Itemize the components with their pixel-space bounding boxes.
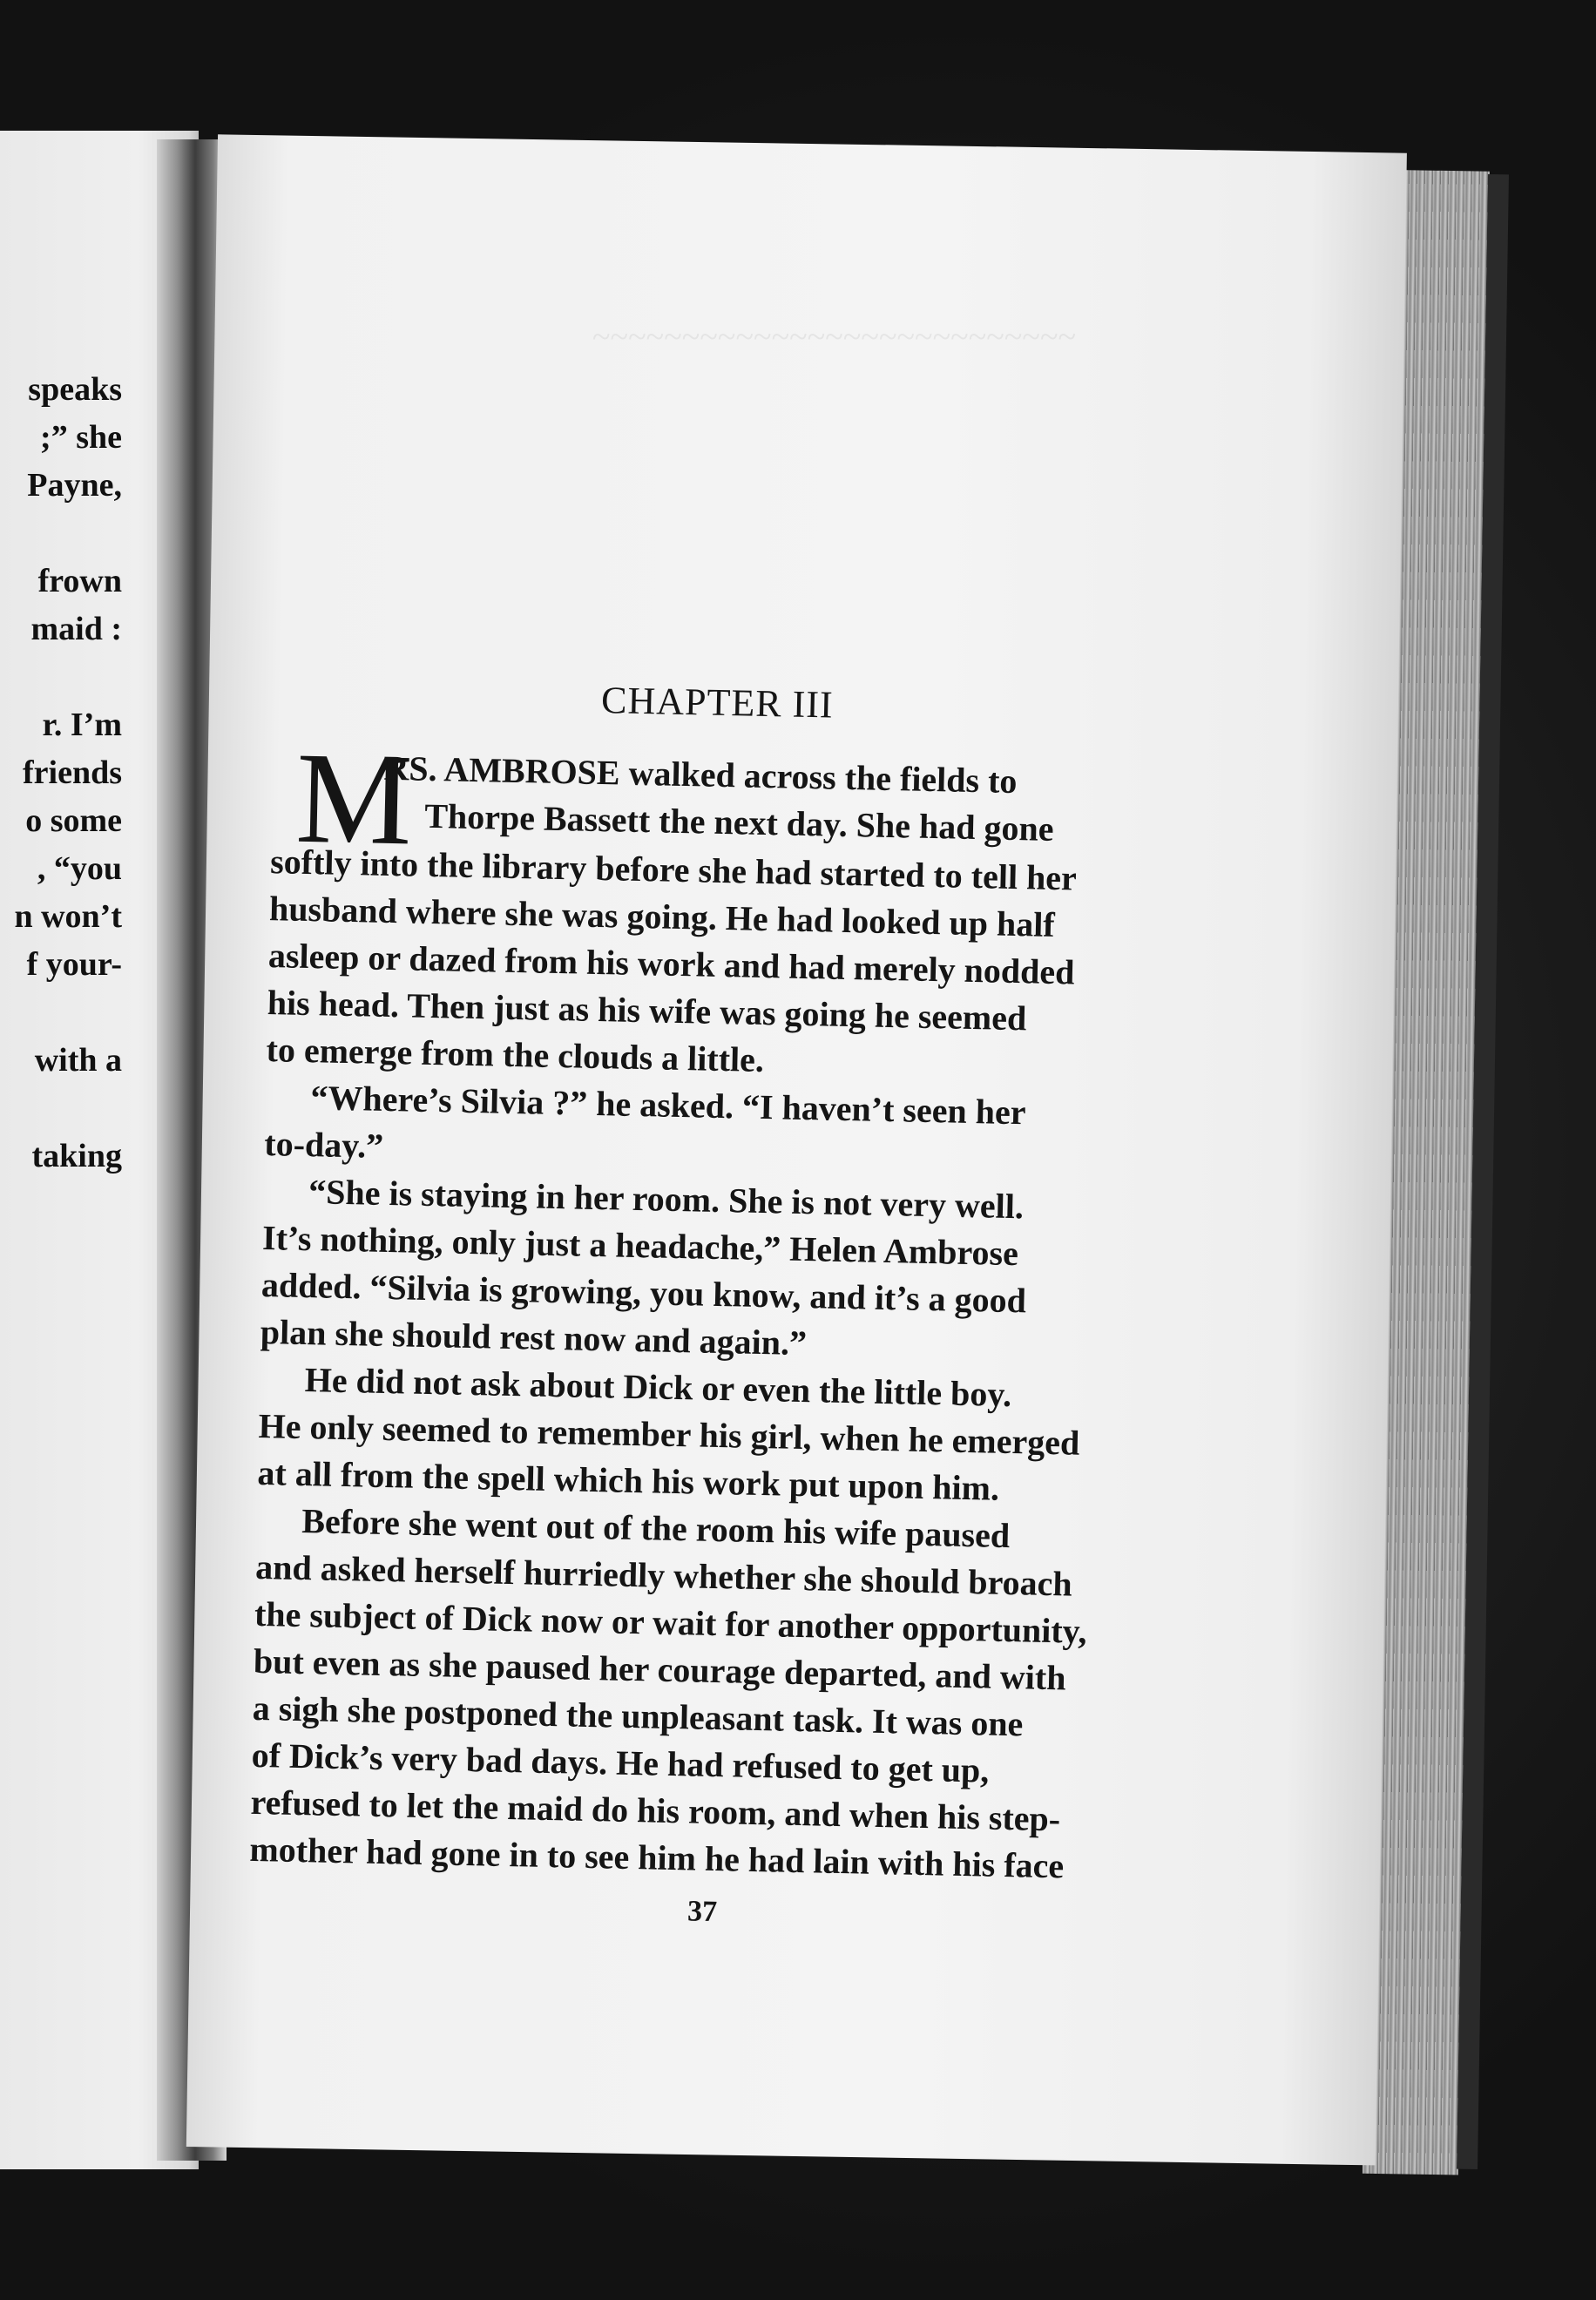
text-line: It’s nothing, only just a headache,” Helen Ambrose bbox=[261, 1217, 1019, 1274]
left-line: friends bbox=[23, 754, 122, 791]
text-line: a sigh she postponed the unpleasant task. It was one bbox=[252, 1688, 1024, 1744]
left-line: Payne, bbox=[27, 467, 122, 504]
left-line: , “you bbox=[37, 850, 122, 887]
left-line: with a bbox=[34, 1042, 122, 1079]
text-line: added. “Silvia is growing, you know, and it’s a good bbox=[260, 1264, 1027, 1321]
left-line: r. I’m bbox=[42, 707, 122, 743]
text-line: but even as she paused her courage departed, and with bbox=[253, 1640, 1066, 1698]
text-line: “Where’s Silvia ?” he asked. “I haven’t seen her bbox=[310, 1078, 1026, 1133]
left-line: f your- bbox=[26, 946, 122, 983]
page-number: 37 bbox=[686, 1895, 718, 1929]
left-line: maid : bbox=[30, 611, 122, 647]
text-line: He only seemed to remember his girl, when he emerged bbox=[258, 1405, 1080, 1463]
text-line: plan she should rest now and again.” bbox=[260, 1311, 808, 1363]
text-line: and asked herself hurriedly whether she should broach bbox=[254, 1546, 1073, 1604]
left-line: n won’t bbox=[14, 898, 122, 935]
left-line: ;” she bbox=[40, 419, 122, 456]
text-line: at all from the spell which his work put upon him. bbox=[257, 1452, 1000, 1508]
text-line: He did not ask about Dick or even the little boy. bbox=[304, 1360, 1012, 1415]
page-text-block bbox=[237, 0, 1208, 2300]
left-line: taking bbox=[31, 1138, 122, 1174]
drop-cap: M bbox=[294, 725, 414, 873]
text-line: mother had gone in to see him he had lain with his face bbox=[249, 1829, 1065, 1886]
text-line: his head. Then just as his wife was going he seemed bbox=[267, 983, 1027, 1038]
text-line: Thorpe Bassett the next day. She had gone bbox=[423, 795, 1054, 849]
text-line: to emerge from the clouds a little. bbox=[266, 1030, 765, 1079]
text-line: of Dick’s very bad days. He had refused to get up, bbox=[251, 1735, 990, 1790]
chapter-title: CHAPTER III bbox=[600, 679, 835, 727]
left-line: frown bbox=[37, 563, 122, 599]
text-line: refused to let the maid do his room, and when his step- bbox=[250, 1782, 1061, 1839]
left-line: o some bbox=[25, 802, 122, 839]
text-line: “She is staying in her room. She is not very well. bbox=[308, 1172, 1025, 1227]
text-line: Before she went out of the room his wife paused bbox=[301, 1501, 1011, 1556]
text-line: softly into the library before she had started to tell her bbox=[269, 842, 1078, 898]
left-line: speaks bbox=[28, 371, 122, 408]
text-line: RS. AMBROSE walked across the fields to bbox=[383, 748, 1018, 802]
text-line: to-day.” bbox=[263, 1124, 384, 1166]
text-line: the subject of Dick now or wait for another opportunity, bbox=[254, 1593, 1087, 1651]
show-through-text: ~~~~~~~~~~~~~~~~~~~~~~~~~~~ bbox=[592, 319, 1077, 355]
text-line: asleep or dazed from his work and had merely nodded bbox=[267, 936, 1075, 992]
text-line: husband where she was going. He had looked up half bbox=[268, 889, 1056, 944]
